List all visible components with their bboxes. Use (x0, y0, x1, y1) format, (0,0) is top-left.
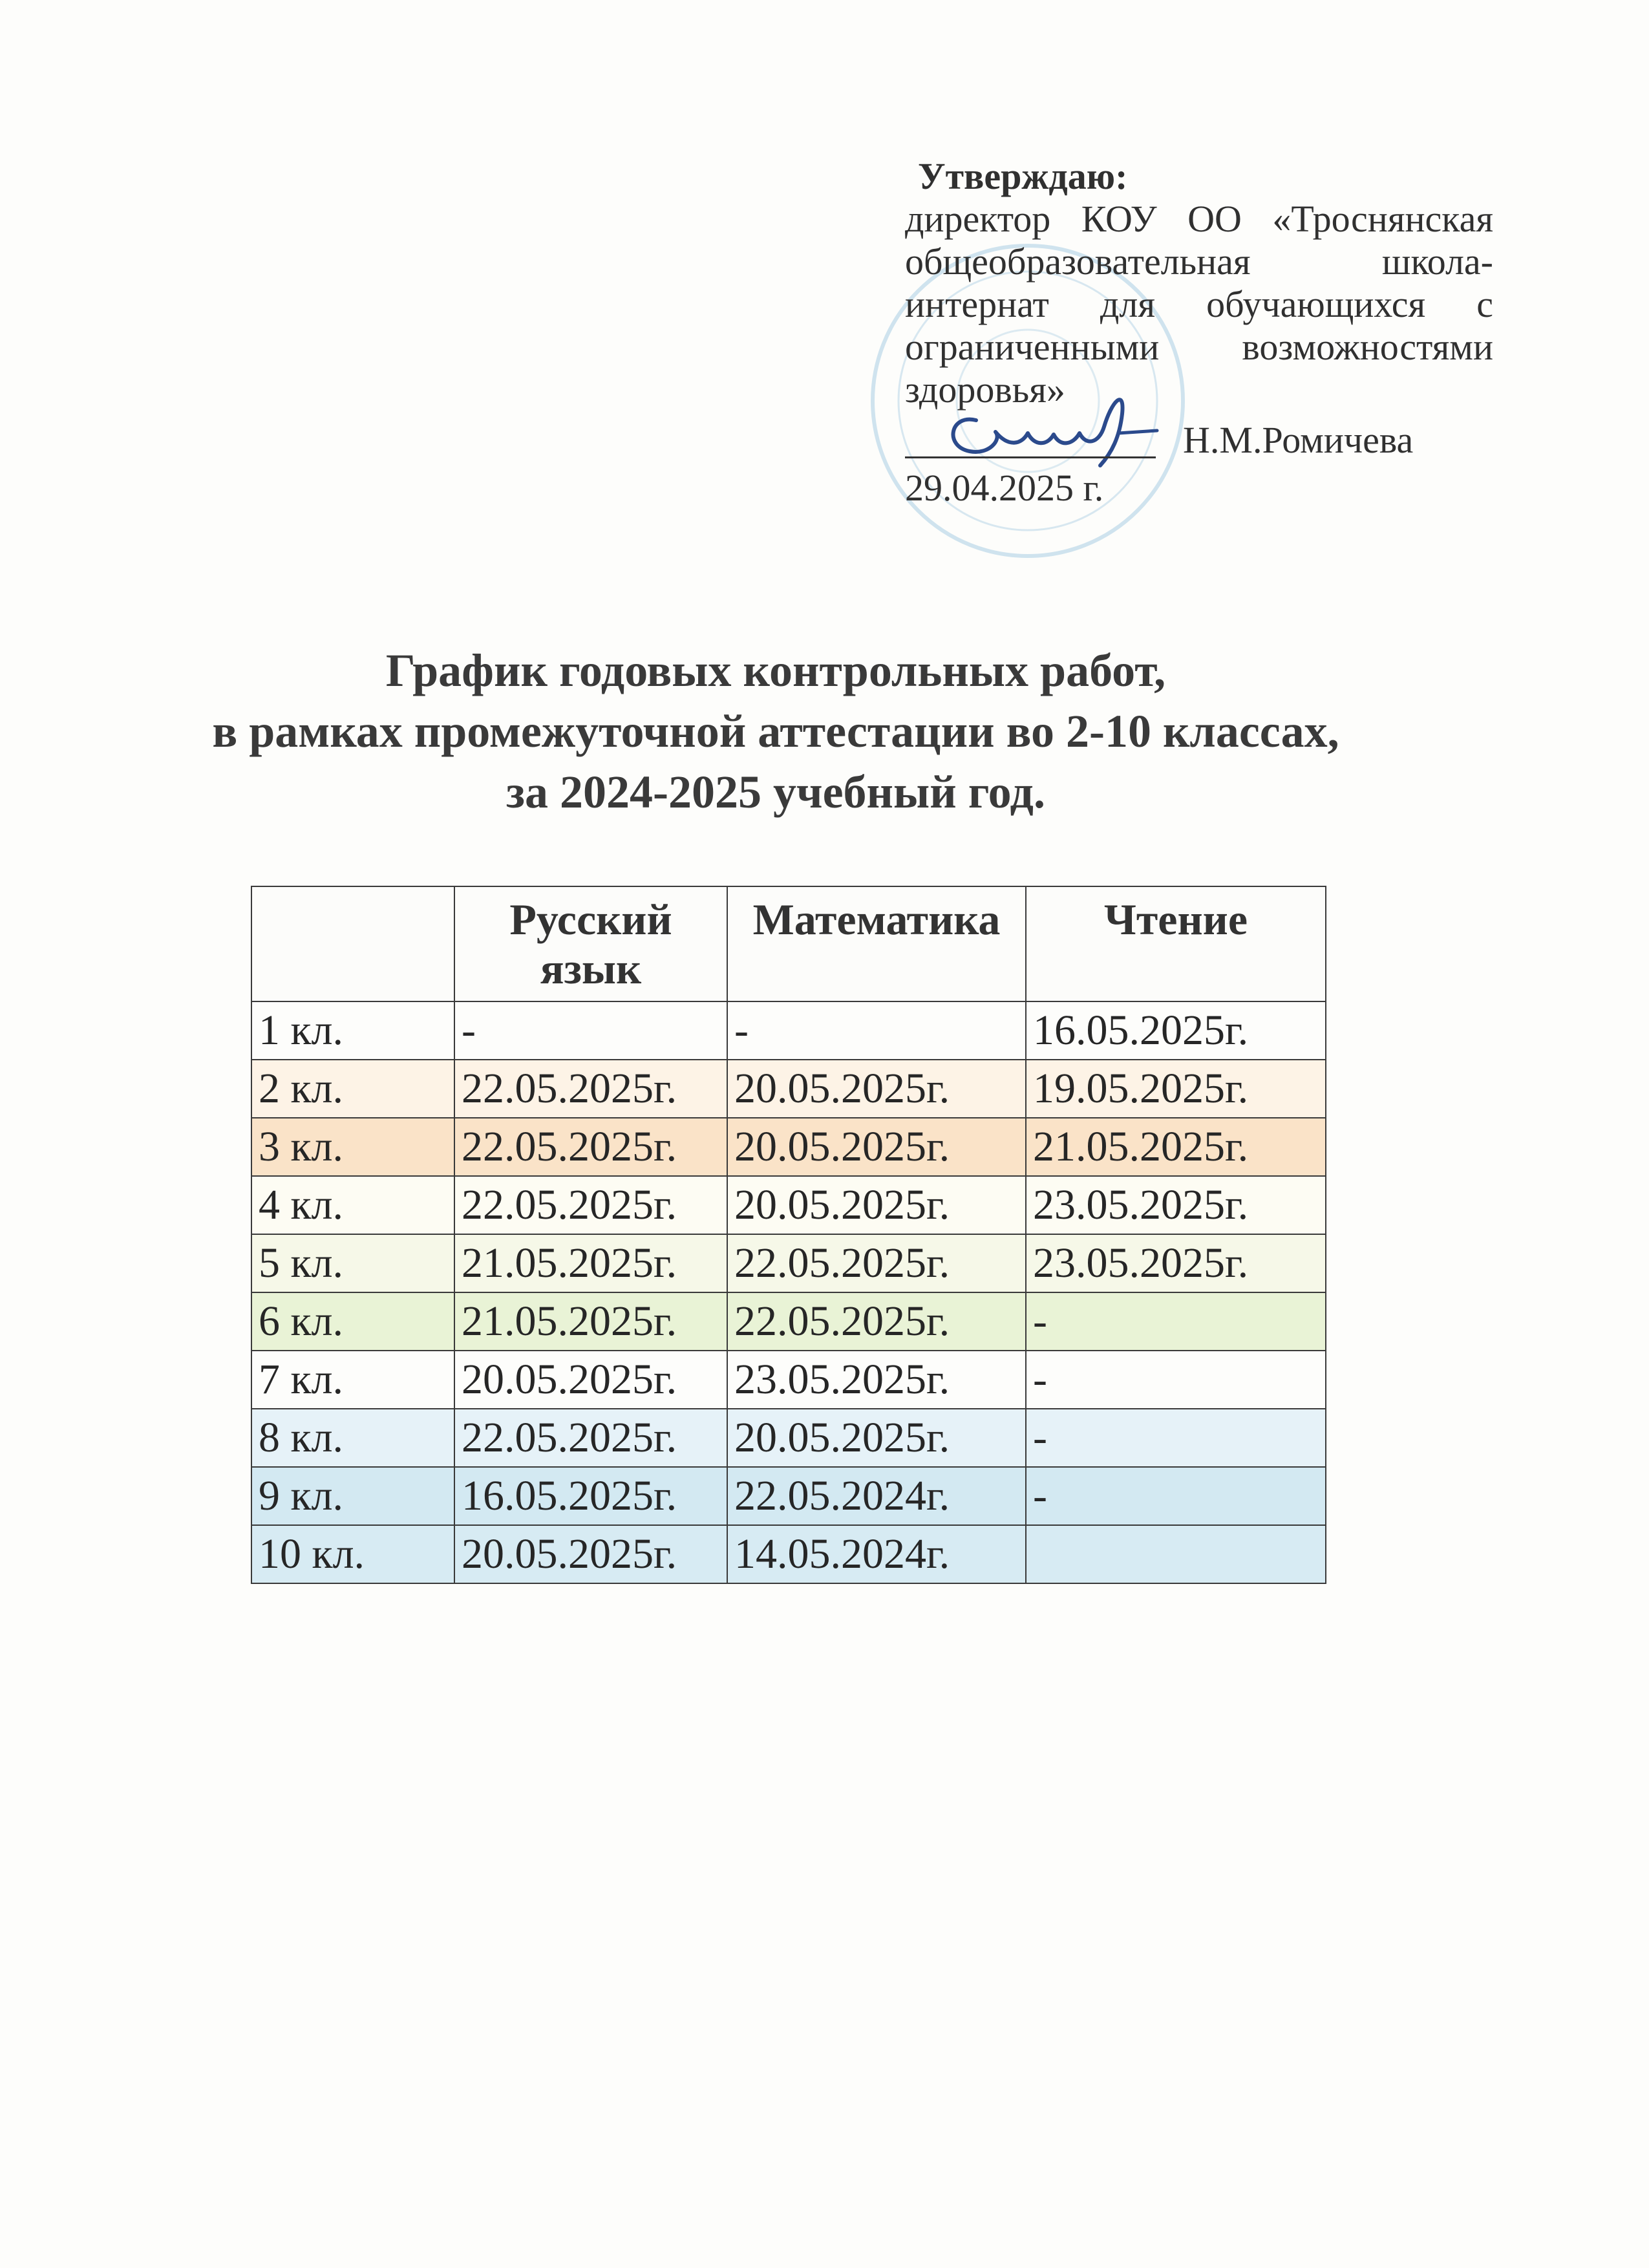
russian-cell: - (454, 1001, 727, 1060)
reading-cell: 23.05.2025г. (1026, 1234, 1326, 1292)
header-russian: Русский язык (454, 886, 727, 1001)
russian-cell: 16.05.2025г. (454, 1467, 727, 1525)
table-row (251, 1525, 1326, 1583)
reading-cell: 23.05.2025г. (1026, 1176, 1326, 1234)
math-cell: 22.05.2025г. (727, 1234, 1026, 1292)
class-cell: 4 кл. (251, 1176, 454, 1234)
approval-block (905, 155, 1493, 509)
russian-cell: 22.05.2025г. (454, 1409, 727, 1467)
reading-cell: 19.05.2025г. (1026, 1060, 1326, 1118)
class-cell: 2 кл. (251, 1060, 454, 1118)
table-row (251, 1176, 1326, 1234)
russian-cell: 21.05.2025г. (454, 1234, 727, 1292)
approval-position-line: интернат для обучающихся с (905, 283, 1493, 325)
schedule-table (251, 886, 1326, 1584)
approval-position-line: директор КОУ ОО «Троснянская (905, 198, 1493, 240)
table-row (251, 1118, 1326, 1176)
math-cell: - (727, 1001, 1026, 1060)
table-header-row (251, 886, 1326, 1001)
table-row (251, 1467, 1326, 1525)
russian-cell: 20.05.2025г. (454, 1525, 727, 1583)
table-row (251, 1234, 1326, 1292)
approval-title: Утверждаю: (918, 155, 1128, 197)
document-title (0, 640, 1551, 822)
russian-cell: 20.05.2025г. (454, 1351, 727, 1409)
reading-cell: - (1026, 1351, 1326, 1409)
table-row (251, 1409, 1326, 1467)
header-math: Математика (727, 886, 1026, 1001)
reading-cell: 16.05.2025г. (1026, 1001, 1326, 1060)
russian-cell: 22.05.2025г. (454, 1118, 727, 1176)
director-name: Н.М.Ромичева (1183, 419, 1414, 461)
class-cell: 9 кл. (251, 1467, 454, 1525)
title-line-2: в рамках промежуточной аттестации во 2-10 классах, (212, 705, 1339, 757)
approval-position-line: ограниченными возможностями (905, 326, 1493, 368)
math-cell: 22.05.2025г. (727, 1292, 1026, 1351)
table-row (251, 1292, 1326, 1351)
reading-cell (1026, 1525, 1326, 1583)
table-row (251, 1001, 1326, 1060)
math-cell: 20.05.2025г. (727, 1060, 1026, 1118)
class-cell: 5 кл. (251, 1234, 454, 1292)
class-cell: 1 кл. (251, 1001, 454, 1060)
class-cell: 7 кл. (251, 1351, 454, 1409)
class-cell: 3 кл. (251, 1118, 454, 1176)
table-row (251, 1351, 1326, 1409)
reading-cell: - (1026, 1467, 1326, 1525)
signature-row (905, 418, 1493, 467)
approval-position-line: здоровья» (905, 369, 1065, 411)
title-line-3: за 2024-2025 учебный год. (506, 766, 1045, 818)
russian-cell: 22.05.2025г. (454, 1060, 727, 1118)
math-cell: 23.05.2025г. (727, 1351, 1026, 1409)
reading-cell: - (1026, 1409, 1326, 1467)
reading-cell: - (1026, 1292, 1326, 1351)
class-cell: 10 кл. (251, 1525, 454, 1583)
math-cell: 20.05.2025г. (727, 1176, 1026, 1234)
approval-date: 29.04.2025 г. (905, 467, 1104, 509)
russian-cell: 22.05.2025г. (454, 1176, 727, 1234)
title-line-1: График годовых контрольных работ, (385, 645, 1166, 696)
math-cell: 20.05.2025г. (727, 1118, 1026, 1176)
russian-cell: 21.05.2025г. (454, 1292, 727, 1351)
math-cell: 14.05.2024г. (727, 1525, 1026, 1583)
math-cell: 22.05.2024г. (727, 1467, 1026, 1525)
class-cell: 8 кл. (251, 1409, 454, 1467)
class-cell: 6 кл. (251, 1292, 454, 1351)
reading-cell: 21.05.2025г. (1026, 1118, 1326, 1176)
approval-position-line: общеобразовательная школа- (905, 241, 1493, 283)
header-reading: Чтение (1026, 886, 1326, 1001)
table-row (251, 1060, 1326, 1118)
header-empty (251, 886, 454, 1001)
signature-line (905, 456, 1156, 458)
math-cell: 20.05.2025г. (727, 1409, 1026, 1467)
